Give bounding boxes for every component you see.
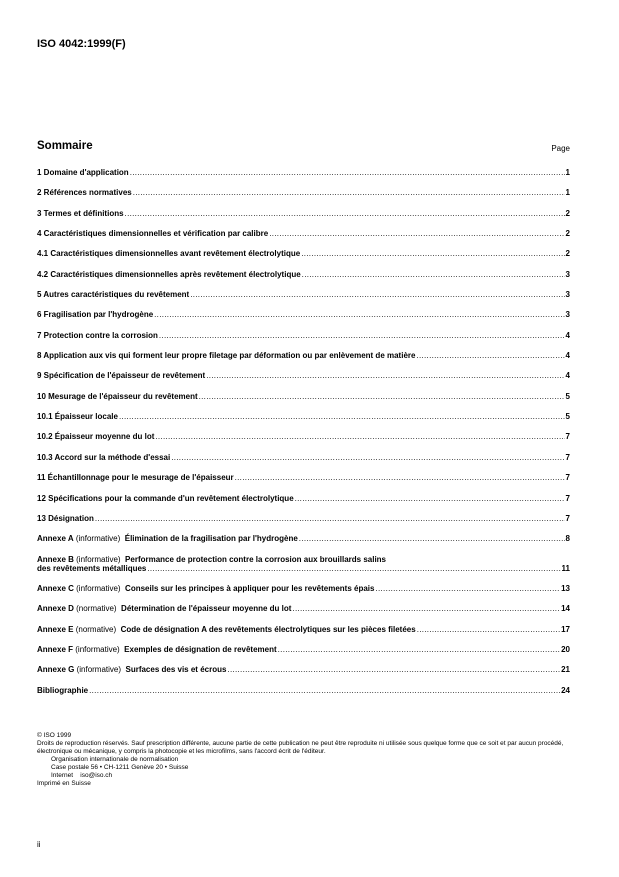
internet-address: iso@iso.ch: [80, 772, 113, 779]
dot-leader: [154, 310, 564, 319]
toc-entry[interactable]: [37, 432, 570, 441]
table-of-contents: [37, 168, 570, 706]
toc-entry-title: 9 Spécification de l'épaisseur de revêtement: [37, 371, 206, 381]
toc-annex-entry[interactable]: [37, 584, 570, 593]
toc-entry[interactable]: [37, 473, 570, 482]
dot-leader: [235, 473, 565, 482]
dot-leader: [269, 229, 564, 238]
dot-leader: [130, 168, 565, 177]
annex-label: Annexe B: [37, 554, 74, 564]
toc-entry[interactable]: [37, 209, 570, 218]
toc-entry[interactable]: [37, 351, 570, 360]
toc-entry-page: 8: [565, 534, 570, 544]
toc-entry-title: 3 Termes et définitions: [37, 208, 124, 218]
toc-entry[interactable]: [37, 188, 570, 197]
toc-annex-entry[interactable]: [37, 534, 570, 543]
toc-entry[interactable]: [37, 453, 570, 462]
toc-entry-title: 6 Fragilisation par l'hydrogène: [37, 310, 154, 320]
toc-entry-page: 7: [565, 513, 570, 523]
toc-entry-page: 4: [565, 371, 570, 381]
dot-leader: [375, 584, 560, 593]
annex-label: Annexe F: [37, 644, 74, 654]
publisher-name: Organisation internationale de normalisation: [51, 756, 179, 763]
toc-annex-entry[interactable]: [37, 665, 570, 674]
annex-title: Exemples de désignation de revêtement: [124, 644, 277, 654]
toc-entry[interactable]: [37, 494, 570, 503]
dot-leader: [295, 494, 565, 503]
annex-label: Annexe E: [37, 624, 74, 634]
annex-type: (informative): [76, 554, 121, 564]
toc-entry-page: 24: [561, 685, 570, 695]
toc-entry-title: 8 Application aux vis qui forment leur propre filetage par déformation ou par enlèvement de matière: [37, 351, 416, 361]
dot-leader: [299, 534, 565, 543]
toc-entry-page: 3: [565, 310, 570, 320]
toc-heading: Sommaire: [37, 140, 93, 152]
toc-entry-title: 10.3 Accord sur la méthode d'essai: [37, 452, 171, 462]
toc-entry-page: 20: [561, 644, 570, 654]
toc-entry-title: 2 Références normatives: [37, 188, 132, 198]
toc-entry-page: 3: [565, 290, 570, 300]
dot-leader: [159, 331, 565, 340]
toc-entry[interactable]: [37, 270, 570, 279]
toc-entry-page: 11: [561, 563, 570, 573]
toc-entry-title: 11 Échantillonnage pour le mesurage de l'épaisseur: [37, 473, 234, 483]
toc-entry-title: 4.2 Caractéristiques dimensionnelles après revêtement électrolytique: [37, 269, 301, 279]
toc-entry-page: 5: [565, 412, 570, 422]
annex-title: Performance de protection contre la corrosion aux brouillards salins: [125, 554, 387, 564]
dot-leader: [95, 514, 565, 523]
toc-entry-page: 7: [565, 432, 570, 442]
copyright-notice: [37, 732, 577, 788]
toc-entry[interactable]: [37, 249, 570, 258]
toc-entry[interactable]: [37, 331, 570, 340]
publisher-internet: [37, 772, 577, 780]
dot-leader: [416, 351, 564, 360]
dot-leader: [302, 270, 565, 279]
printed-in: Imprimé en Suisse: [37, 780, 91, 787]
toc-entry-page: 13: [561, 583, 570, 593]
annex-title: Élimination de la fragilisation par l'hydrogène: [124, 534, 298, 544]
dot-leader: [292, 604, 560, 613]
annex-title-continued: des revêtements métalliques: [37, 563, 147, 573]
toc-entry[interactable]: [37, 371, 570, 380]
toc-entry-title: 10 Mesurage de l'épaisseur du revêtement: [37, 391, 198, 401]
toc-entry-page: 2: [565, 208, 570, 218]
dot-leader: [190, 290, 564, 299]
toc-entry-page: 5: [565, 391, 570, 401]
toc-entry[interactable]: [37, 310, 570, 319]
toc-entry-title: 1 Domaine d'application: [37, 168, 129, 177]
annex-type: (normative): [75, 624, 117, 634]
annex-label: Annexe G: [37, 665, 75, 675]
toc-entry-page: 1: [565, 168, 570, 177]
toc-entry-page: 17: [561, 624, 570, 634]
annex-type: (informative): [75, 534, 121, 544]
toc-entry-page: 3: [565, 269, 570, 279]
rights-statement: Droits de reproduction réservés. Sauf prescription différente, aucune partie de cette publication ne peut être reproduite ni utilisée sous quelque forme que ce soit et par aucun procédé, électronique ou mécanique, y compris la photocopie et les microfilms, sans l'accord écrit de l'éditeur.: [37, 740, 564, 755]
toc-entry[interactable]: [37, 412, 570, 421]
copyright-line: © ISO 1999: [37, 732, 72, 739]
toc-entry[interactable]: [37, 168, 570, 177]
toc-annex-entry[interactable]: [37, 625, 570, 634]
publisher-address: Case postale 56 • CH-1211 Genève 20 • Suisse: [51, 764, 189, 771]
page-number: ii: [37, 840, 41, 849]
toc-entry-page: 4: [565, 351, 570, 361]
dot-leader: [199, 392, 565, 401]
toc-entry-page: 7: [565, 473, 570, 483]
annex-label: Annexe D: [37, 604, 74, 614]
toc-entry-page: 14: [561, 604, 570, 614]
document-id: ISO 4042:1999(F): [37, 38, 126, 50]
annex-label: Annexe A: [37, 534, 74, 544]
dot-leader: [147, 564, 560, 573]
toc-entry[interactable]: [37, 392, 570, 401]
dot-leader: [301, 249, 564, 258]
dot-leader: [89, 686, 560, 695]
dot-leader: [171, 453, 564, 462]
dot-leader: [119, 412, 565, 421]
dot-leader: [278, 645, 560, 654]
toc-entry-page: 2: [565, 229, 570, 239]
annex-title: Code de désignation A des revêtements électrolytiques sur les pièces filetées: [120, 624, 416, 634]
toc-annex-entry[interactable]: [37, 645, 570, 654]
internet-label: Internet: [51, 772, 74, 779]
toc-annex-entry[interactable]: [37, 555, 570, 573]
toc-entry[interactable]: [37, 514, 570, 523]
toc-entry-title: 10.1 Épaisseur locale: [37, 412, 118, 422]
toc-entry-title: Bibliographie: [37, 685, 89, 695]
annex-label: Annexe C: [37, 583, 74, 593]
toc-entry-title: 4 Caractéristiques dimensionnelles et vérification par calibre: [37, 229, 269, 239]
toc-entry-title: 13 Désignation: [37, 513, 94, 523]
dot-leader: [125, 209, 565, 218]
annex-title: Surfaces des vis et écrous: [125, 665, 227, 675]
toc-entry-page: 2: [565, 249, 570, 259]
toc-annex-entry[interactable]: [37, 604, 570, 613]
annex-type: (informative): [76, 665, 122, 675]
annex-type: (informative): [75, 644, 120, 654]
toc-entry[interactable]: [37, 229, 570, 238]
toc-entry-page: 4: [565, 330, 570, 340]
toc-entry-title: 12 Spécifications pour la commande d'un revêtement électrolytique: [37, 493, 294, 503]
toc-entry-title: 4.1 Caractéristiques dimensionnelles avant revêtement électrolytique: [37, 249, 301, 259]
toc-entry-page: 7: [565, 493, 570, 503]
toc-entry-title: 5 Autres caractéristiques du revêtement: [37, 290, 190, 300]
dot-leader: [133, 188, 565, 197]
dot-leader: [206, 371, 564, 380]
dot-leader: [417, 625, 560, 634]
page-column-label: Page: [551, 144, 570, 153]
annex-title: Conseils sur les principes à appliquer pour les revêtements épais: [125, 583, 375, 593]
toc-entry-title: 10.2 Épaisseur moyenne du lot: [37, 432, 155, 442]
annex-title: Détermination de l'épaisseur moyenne du lot: [121, 604, 292, 614]
dot-leader: [155, 432, 564, 441]
toc-bibliography-entry[interactable]: [37, 686, 570, 695]
annex-type: (informative): [76, 583, 121, 593]
toc-entry-page: 1: [565, 188, 570, 198]
annex-type: (normative): [76, 604, 117, 614]
toc-entry-page: 21: [561, 665, 570, 675]
dot-leader: [227, 665, 560, 674]
toc-entry-title: 7 Protection contre la corrosion: [37, 330, 158, 340]
toc-entry-page: 7: [565, 452, 570, 462]
toc-entry[interactable]: [37, 290, 570, 299]
